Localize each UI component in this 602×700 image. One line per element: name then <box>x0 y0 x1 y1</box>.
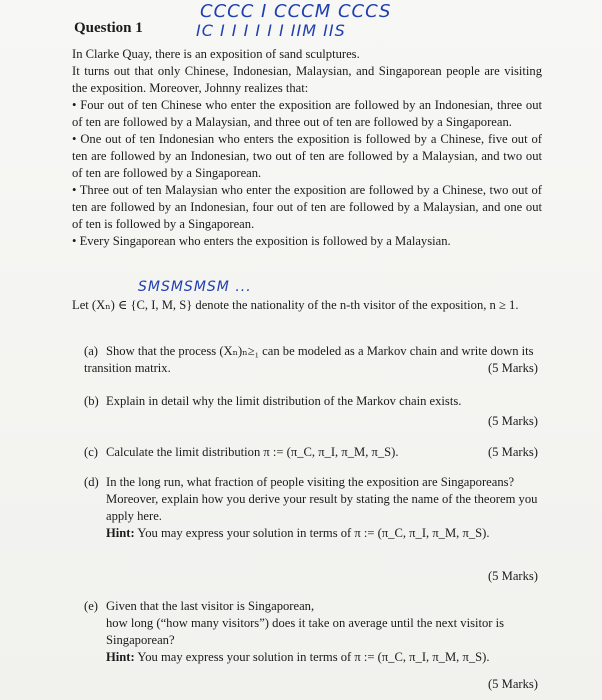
part-e-label: (e) <box>84 599 98 613</box>
bullet-indonesian: • One out of ten Indonesian who enters the exposition is followed by a Chinese, five out of ten are followed by an Indonesian, two out of ten are followed by a Malaysian, and two out of ten are followed by a Singaporean. <box>72 131 542 182</box>
part-c-text: Calculate the limit distribution π := (π_C, π_I, π_M, π_S). <box>106 445 399 459</box>
part-b <box>84 393 538 428</box>
handwritten-note-line1: CCCC I CCCM CCCS <box>200 1 392 22</box>
part-e <box>84 598 538 691</box>
question-title: Question 1 <box>74 20 143 36</box>
part-d-text: In the long run, what fraction of people visiting the exposition are Singaporeans? <box>106 475 515 489</box>
part-b-text: Explain in detail why the limit distribution of the Markov chain exists. <box>106 394 462 408</box>
part-e-hint-label: Hint: <box>106 650 135 664</box>
part-a-label: (a) <box>84 344 98 358</box>
question-intro <box>72 46 542 250</box>
part-b-label: (b) <box>84 394 99 408</box>
handwritten-note-line3: SMSMSMSM ... <box>138 279 252 295</box>
markov-definition: Let (Xₙ) ∈ {C, I, M, S} denote the nationality of the n-th visitor of the exposition, n ≥ 1. <box>72 298 519 312</box>
part-d-marks: (5 Marks) <box>487 569 538 583</box>
part-a <box>84 343 538 377</box>
part-e-marks: (5 Marks) <box>487 677 538 691</box>
part-d-text2: Moreover, explain how you derive your result by stating the name of the theorem you apply here. <box>106 492 538 523</box>
part-c-label: (c) <box>84 445 98 459</box>
intro-line: In Clarke Quay, there is an exposition of sand sculptures. <box>72 47 360 61</box>
intro-line: It turns out that only Chinese, Indonesian, Malaysian, and Singaporean people are visiting the exposition. Moreover, Johnny realizes that: <box>72 64 542 95</box>
part-d-hint <box>84 525 538 542</box>
part-d-hint-text: You may express your solution in terms of π := (π_C, π_I, π_M, π_S). <box>137 526 490 540</box>
part-a-text: Show that the process (Xₙ)ₙ≥₁ can be modeled as a Markov chain and write down its transition matrix. <box>84 344 534 375</box>
part-e-hint-text: You may express your solution in terms of π := (π_C, π_I, π_M, π_S). <box>137 650 490 664</box>
part-b-marks: (5 Marks) <box>487 414 538 428</box>
bullet-malaysian: • Three out of ten Malaysian who enter the exposition are followed by a Chinese, two out of ten are followed by an Indonesian, four out of ten are followed by a Malaysian, and one out of ten is followed by a Singaporean. <box>72 182 542 233</box>
part-e-text: Given that the last visitor is Singaporean, <box>106 599 315 613</box>
part-e-text2: how long (“how many visitors”) does it take on average until the next visitor is Singaporean? <box>106 616 505 647</box>
bullet-singaporean: • Every Singaporean who enters the exposition is followed by a Malaysian. <box>72 233 542 250</box>
part-c-marks: (5 Marks) <box>487 445 538 459</box>
part-d-label: (d) <box>84 475 99 489</box>
part-d-hint-label: Hint: <box>106 526 135 540</box>
bullet-chinese: • Four out of ten Chinese who enter the exposition are followed by an Indonesian, three out of ten are followed by a Malaysian, and three out of ten are followed by a Singaporean. <box>72 97 542 131</box>
part-e-hint <box>84 649 538 666</box>
part-d <box>84 474 538 583</box>
part-c <box>84 444 538 461</box>
part-a-marks: (5 Marks) <box>487 361 538 375</box>
handwritten-note-line2: IC I I I I I I IIM IIS <box>196 21 346 40</box>
